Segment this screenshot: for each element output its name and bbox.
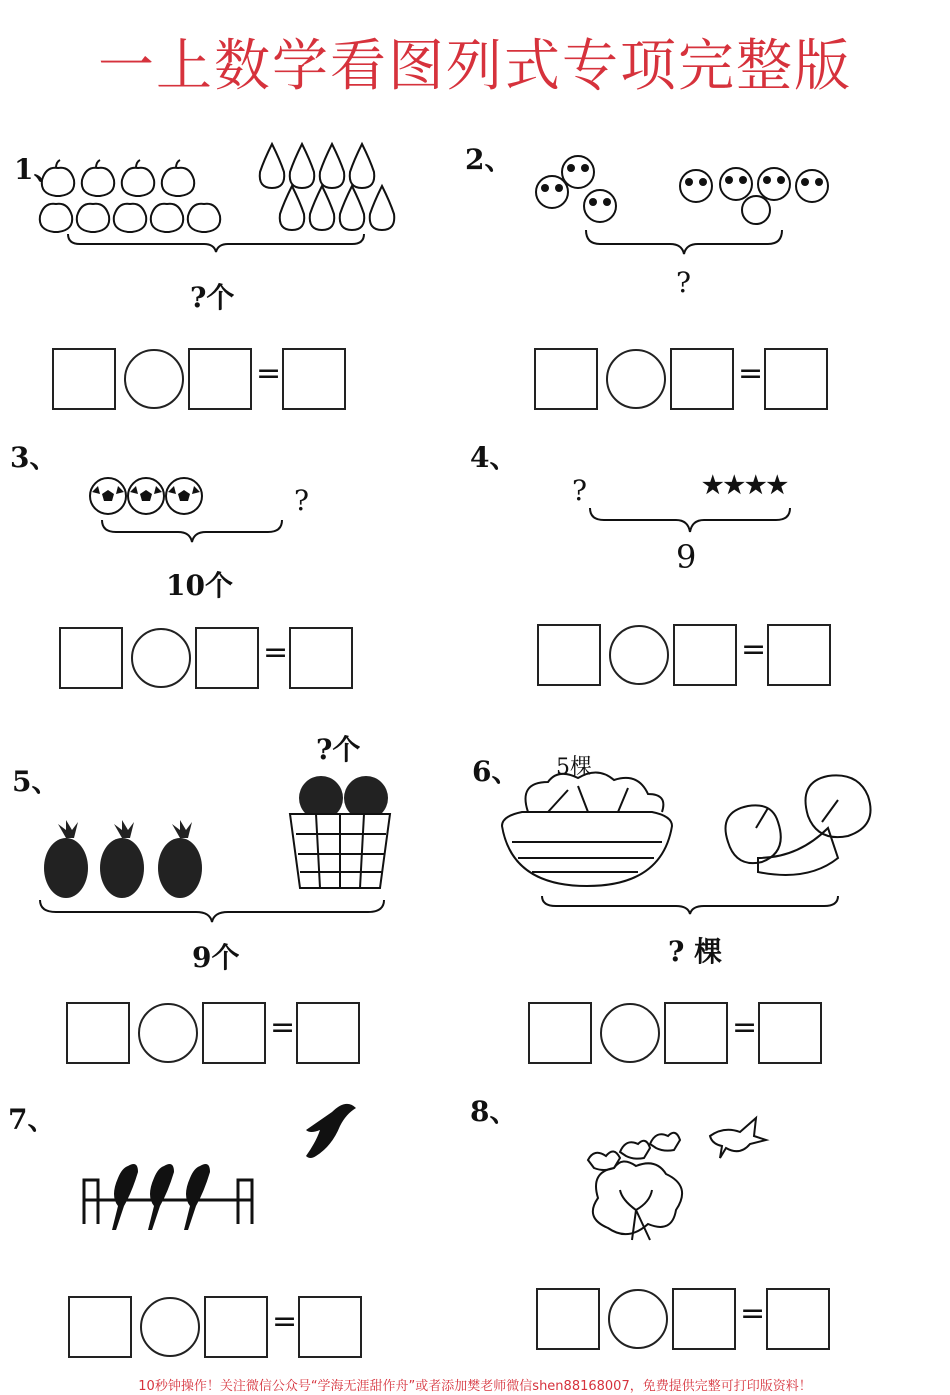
answer-box[interactable] <box>59 627 123 689</box>
problem-number: 3、 <box>10 441 58 474</box>
question-label: ?个 <box>316 733 361 766</box>
operator-circle[interactable] <box>131 628 191 688</box>
problem-number: 7、 <box>8 1103 56 1136</box>
answer-box[interactable] <box>758 1002 822 1064</box>
answer-box[interactable] <box>673 624 737 686</box>
answer-box[interactable] <box>52 348 116 410</box>
answer-box[interactable] <box>204 1296 268 1358</box>
operator-circle[interactable] <box>140 1297 200 1357</box>
page-title: 一上数学看图列式专项完整版 <box>98 34 852 99</box>
birds-on-fence-illustration <box>80 1100 370 1240</box>
problem-number: 6、 <box>472 755 520 788</box>
answer-box[interactable] <box>534 348 598 410</box>
answer-box[interactable] <box>298 1296 362 1358</box>
problem-number: 4、 <box>470 441 518 474</box>
equation-row-8 <box>536 1288 832 1352</box>
equation-row-7 <box>68 1296 364 1360</box>
total-label: 10个 <box>166 569 233 602</box>
equation-row-1 <box>52 348 348 412</box>
problem-number: 8、 <box>470 1095 518 1128</box>
answer-box[interactable] <box>664 1002 728 1064</box>
pineapples-basket-illustration <box>36 764 396 934</box>
operator-circle[interactable] <box>138 1003 198 1063</box>
total-label: 9 <box>676 538 697 576</box>
question-label: ? <box>572 474 588 507</box>
equals-sign: = <box>738 356 764 391</box>
peaches-and-pears-illustration <box>36 138 406 248</box>
equals-sign: = <box>741 632 767 667</box>
count-label: 5棵 <box>556 755 592 780</box>
equation-row-5 <box>66 1002 362 1066</box>
equals-sign: = <box>732 1010 758 1045</box>
total-label: 9个 <box>192 941 240 974</box>
question-label: ?个 <box>190 281 235 314</box>
equals-sign: = <box>740 1296 766 1331</box>
answer-box[interactable] <box>282 348 346 410</box>
equals-sign: = <box>270 1010 296 1045</box>
answer-box[interactable] <box>202 1002 266 1064</box>
equals-sign: = <box>272 1304 298 1339</box>
birds-on-tree-illustration <box>580 1108 780 1248</box>
operator-circle[interactable] <box>124 349 184 409</box>
operator-circle[interactable] <box>600 1003 660 1063</box>
answer-box[interactable] <box>296 1002 360 1064</box>
cabbages-illustration <box>498 772 888 922</box>
pandas-illustration <box>530 150 840 260</box>
answer-box[interactable] <box>66 1002 130 1064</box>
question-label: ? 棵 <box>668 935 723 968</box>
question-label: ? <box>676 266 692 299</box>
answer-box[interactable] <box>188 348 252 410</box>
equation-row-2 <box>534 348 830 412</box>
answer-box[interactable] <box>528 1002 592 1064</box>
stars-group: ★★★★ <box>702 470 789 499</box>
operator-circle[interactable] <box>609 625 669 685</box>
answer-box[interactable] <box>764 348 828 410</box>
answer-box[interactable] <box>68 1296 132 1358</box>
answer-box[interactable] <box>672 1288 736 1350</box>
problem-number: 5、 <box>12 765 60 798</box>
soccer-balls-illustration <box>88 474 318 554</box>
answer-box[interactable] <box>536 1288 600 1350</box>
problem-number: 1、 <box>14 153 62 186</box>
equals-sign: = <box>263 635 289 670</box>
operator-circle[interactable] <box>606 349 666 409</box>
operator-circle[interactable] <box>608 1289 668 1349</box>
answer-box[interactable] <box>537 624 601 686</box>
problem-number: 2、 <box>465 143 513 176</box>
equation-row-3 <box>59 627 355 691</box>
answer-box[interactable] <box>670 348 734 410</box>
answer-box[interactable] <box>766 1288 830 1350</box>
answer-box[interactable] <box>195 627 259 689</box>
answer-box[interactable] <box>767 624 831 686</box>
footer-notice: 10秒钟操作！关注微信公众号“学海无涯甜作舟”或者添加樊老师微信shen88168007，免费提供完整可打印版资料！ <box>138 1379 812 1394</box>
equals-sign: = <box>256 356 282 391</box>
question-label: ? <box>294 484 310 517</box>
equation-row-6 <box>528 1002 824 1066</box>
equation-row-4 <box>537 624 833 688</box>
answer-box[interactable] <box>289 627 353 689</box>
